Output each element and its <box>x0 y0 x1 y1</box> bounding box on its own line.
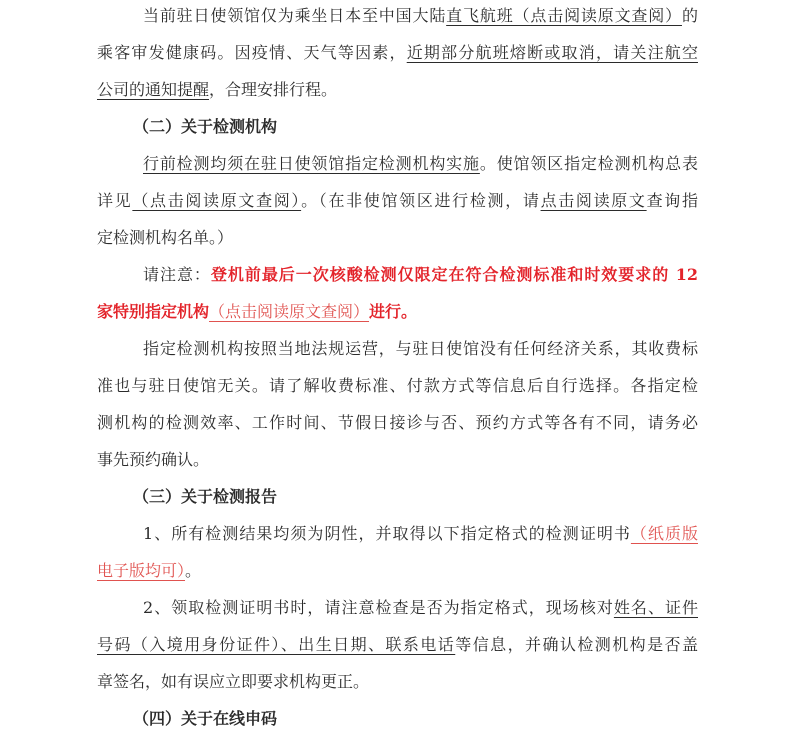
text-line: 指定检测机构按照当地法规运营，与驻日使馆没有任何经济关系，其收费标 <box>143 339 698 358</box>
text-line <box>97 34 698 71</box>
text-line <box>97 515 698 552</box>
underlined-emphasis: 姓名、证件 <box>613 598 698 617</box>
underlined-emphasis: 近期部分航班熔断或取消，请关注航空 <box>406 43 698 62</box>
list-item-certificate-check <box>97 589 698 700</box>
list-item-negative-result <box>97 515 698 589</box>
text-line <box>97 182 698 219</box>
underlined-reference-institution-list: （点击阅读原文查阅） <box>132 191 302 210</box>
underlined-emphasis: 公司的通知提醒 <box>97 80 210 99</box>
text-segment: 定检测机构名单。） <box>97 228 234 247</box>
underlined-emphasis: 行前检测均须在驻日使领馆指定检测机构实施 <box>143 154 480 173</box>
notice-text: 登机前最后一次核酸检测仅限定在符合检测标准和时效要求的 12 <box>210 265 698 284</box>
underlined-emphasis: 号码（入境用身份证件）、出生日期、联系电话 <box>97 635 456 654</box>
text-segment: 2、领取检测证明书时，请注意检查是否为指定格式，现场核对 <box>143 598 614 617</box>
text-segment: 1、所有检测结果均须为阴性，并取得以下指定格式的检测证明书 <box>143 524 631 543</box>
text-segment: 。（在非使馆领区进行检测，请 <box>301 191 541 210</box>
document-body <box>97 0 698 737</box>
paragraph-notice <box>97 256 698 330</box>
section-heading-online-code: （四）关于在线申码 <box>133 709 278 728</box>
text-segment: 详见 <box>97 191 133 210</box>
text-segment: 当前驻日使领馆仅为乘坐日本至中国大陆 <box>143 6 447 25</box>
section-heading-test-report: （三）关于检测报告 <box>133 487 278 506</box>
text-line <box>97 0 698 34</box>
text-line <box>97 552 698 589</box>
text-line <box>97 219 698 256</box>
text-segment: 等信息，并确认检测机构是否盖 <box>455 635 698 654</box>
underlined-reference-paper-electronic: 电子版均可） <box>97 561 186 580</box>
underlined-reference-paper-electronic: （纸质版 <box>630 524 698 543</box>
underlined-reference-read-original: 点击阅读原文 <box>540 191 647 210</box>
text-line <box>97 589 698 626</box>
text-line <box>97 256 698 293</box>
text-line <box>97 71 698 108</box>
text-segment: 。 <box>185 561 202 580</box>
text-line <box>97 293 698 330</box>
text-line: 事先预约确认。 <box>97 450 210 469</box>
text-segment: 查询指 <box>646 191 698 210</box>
notice-text: 进行。 <box>369 302 418 321</box>
paragraph-testing-institutions <box>97 145 698 256</box>
paragraph-fees <box>97 330 698 478</box>
notice-text: 家特别指定机构 <box>97 302 210 321</box>
text-segment: 乘客审发健康码。因疫情、天气等因素， <box>97 43 407 62</box>
paragraph-health-code <box>97 0 698 108</box>
text-line: 章签名，如有误应立即要求机构更正。 <box>97 672 370 691</box>
text-line <box>97 626 698 663</box>
text-line <box>97 145 698 182</box>
notice-label: 请注意： <box>143 265 211 284</box>
underlined-reference-special-institutions: （点击阅读原文查阅） <box>209 302 370 321</box>
underlined-reference-direct-flights: 直飞航班（点击阅读原文查阅） <box>446 6 682 25</box>
section-heading-testing-institutions: （二）关于检测机构 <box>133 117 278 136</box>
text-segment: 。使馆领区指定检测机构总表 <box>479 154 698 173</box>
text-line: 测机构的检测效率、工作时间、节假日接诊与否、预约方式等各有不同，请务必 <box>97 413 698 432</box>
text-line: 准也与驻日使馆无关。请了解收费标准、付款方式等信息后自行选择。各指定检 <box>97 376 698 395</box>
text-segment: ，合理安排行程。 <box>209 80 338 99</box>
text-segment: 的 <box>681 6 698 25</box>
